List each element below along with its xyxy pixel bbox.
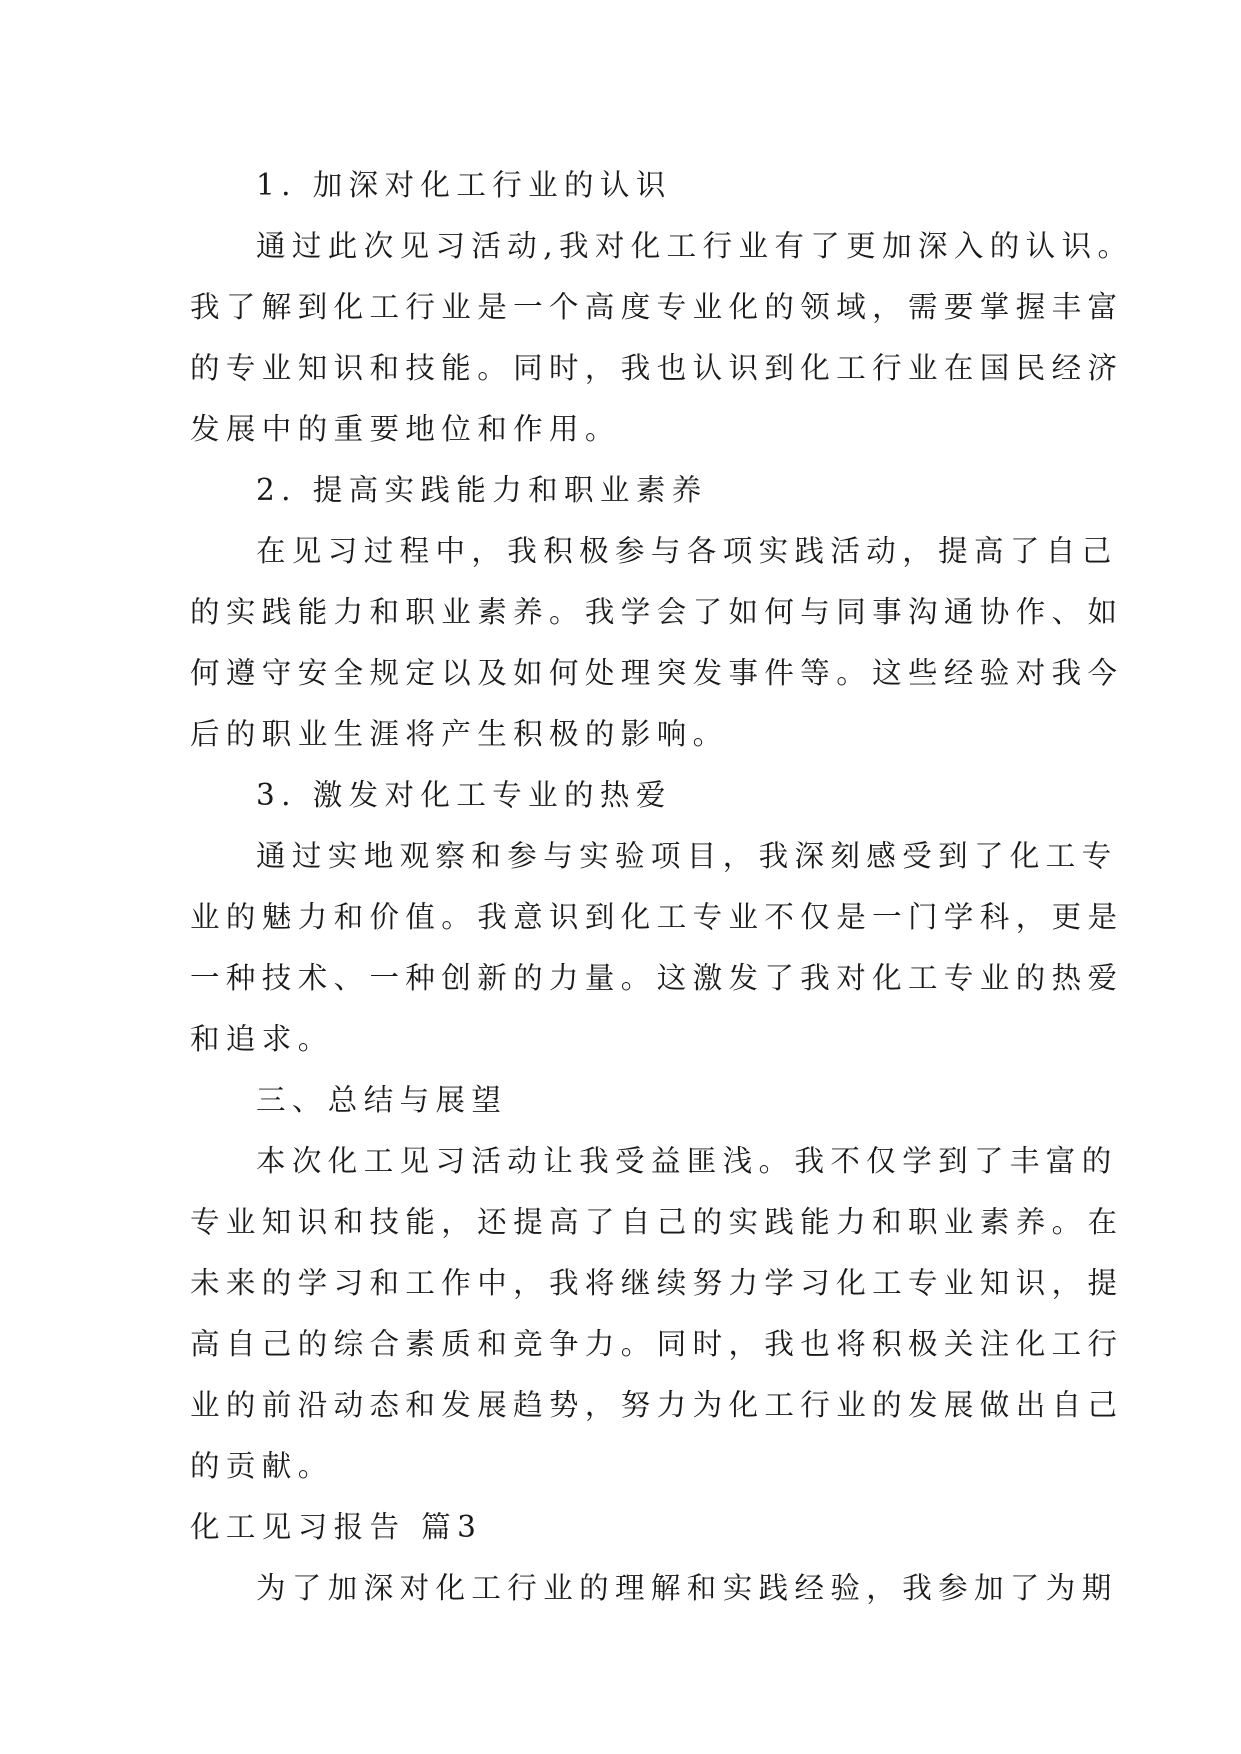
paragraph-line: 一种技术、一种创新的力量。这激发了我对化工专业的热爱 — [190, 961, 1124, 995]
paragraph-line: 通过实地观察和参与实验项目，我深刻感受到了化工专 — [256, 839, 1118, 873]
paragraph-line: 的专业知识和技能。同时，我也认识到化工行业在国民经济 — [190, 351, 1124, 385]
paragraph-line: 业的魅力和价值。我意识到化工专业不仅是一门学科，更是 — [190, 900, 1124, 934]
paragraph-line: 本次化工见习活动让我受益匪浅。我不仅学到了丰富的 — [256, 1144, 1118, 1178]
paragraph-line: 未来的学习和工作中，我将继续努力学习化工专业知识，提 — [190, 1266, 1124, 1300]
paragraph-line: 何遵守安全规定以及如何处理突发事件等。这些经验对我今 — [190, 656, 1124, 690]
section-heading-1: 1. 加深对化工行业的认识 — [256, 168, 672, 202]
paragraph-line: 通过此次见习活动,我对化工行业有了更加深入的认识。 — [256, 229, 1134, 263]
paragraph-line: 的实践能力和职业素养。我学会了如何与同事沟通协作、如 — [190, 595, 1124, 629]
paragraph-line: 专业知识和技能，还提高了自己的实践能力和职业素养。在 — [190, 1205, 1124, 1239]
section-heading-3: 3. 激发对化工专业的热爱 — [256, 778, 672, 812]
paragraph-line: 为了加深对化工行业的理解和实践经验，我参加了为期 — [256, 1571, 1118, 1605]
paragraph-line: 后的职业生涯将产生积极的影响。 — [190, 717, 729, 751]
paragraph-line: 高自己的综合素质和竞争力。同时，我也将积极关注化工行 — [190, 1327, 1124, 1361]
paragraph-line: 在见习过程中，我积极参与各项实践活动，提高了自己 — [256, 534, 1118, 568]
section-heading-summary: 三、总结与展望 — [256, 1083, 508, 1117]
paragraph-line: 业的前沿动态和发展趋势，努力为化工行业的发展做出自己 — [190, 1388, 1124, 1422]
report-title: 化工见习报告 篇3 — [190, 1510, 483, 1544]
paragraph-line: 发展中的重要地位和作用。 — [190, 412, 621, 446]
section-heading-2: 2. 提高实践能力和职业素养 — [256, 473, 708, 507]
paragraph-line: 的贡献。 — [190, 1449, 334, 1483]
paragraph-line: 和追求。 — [190, 1022, 334, 1056]
paragraph-line: 我了解到化工行业是一个高度专业化的领域，需要掌握丰富 — [190, 290, 1124, 324]
